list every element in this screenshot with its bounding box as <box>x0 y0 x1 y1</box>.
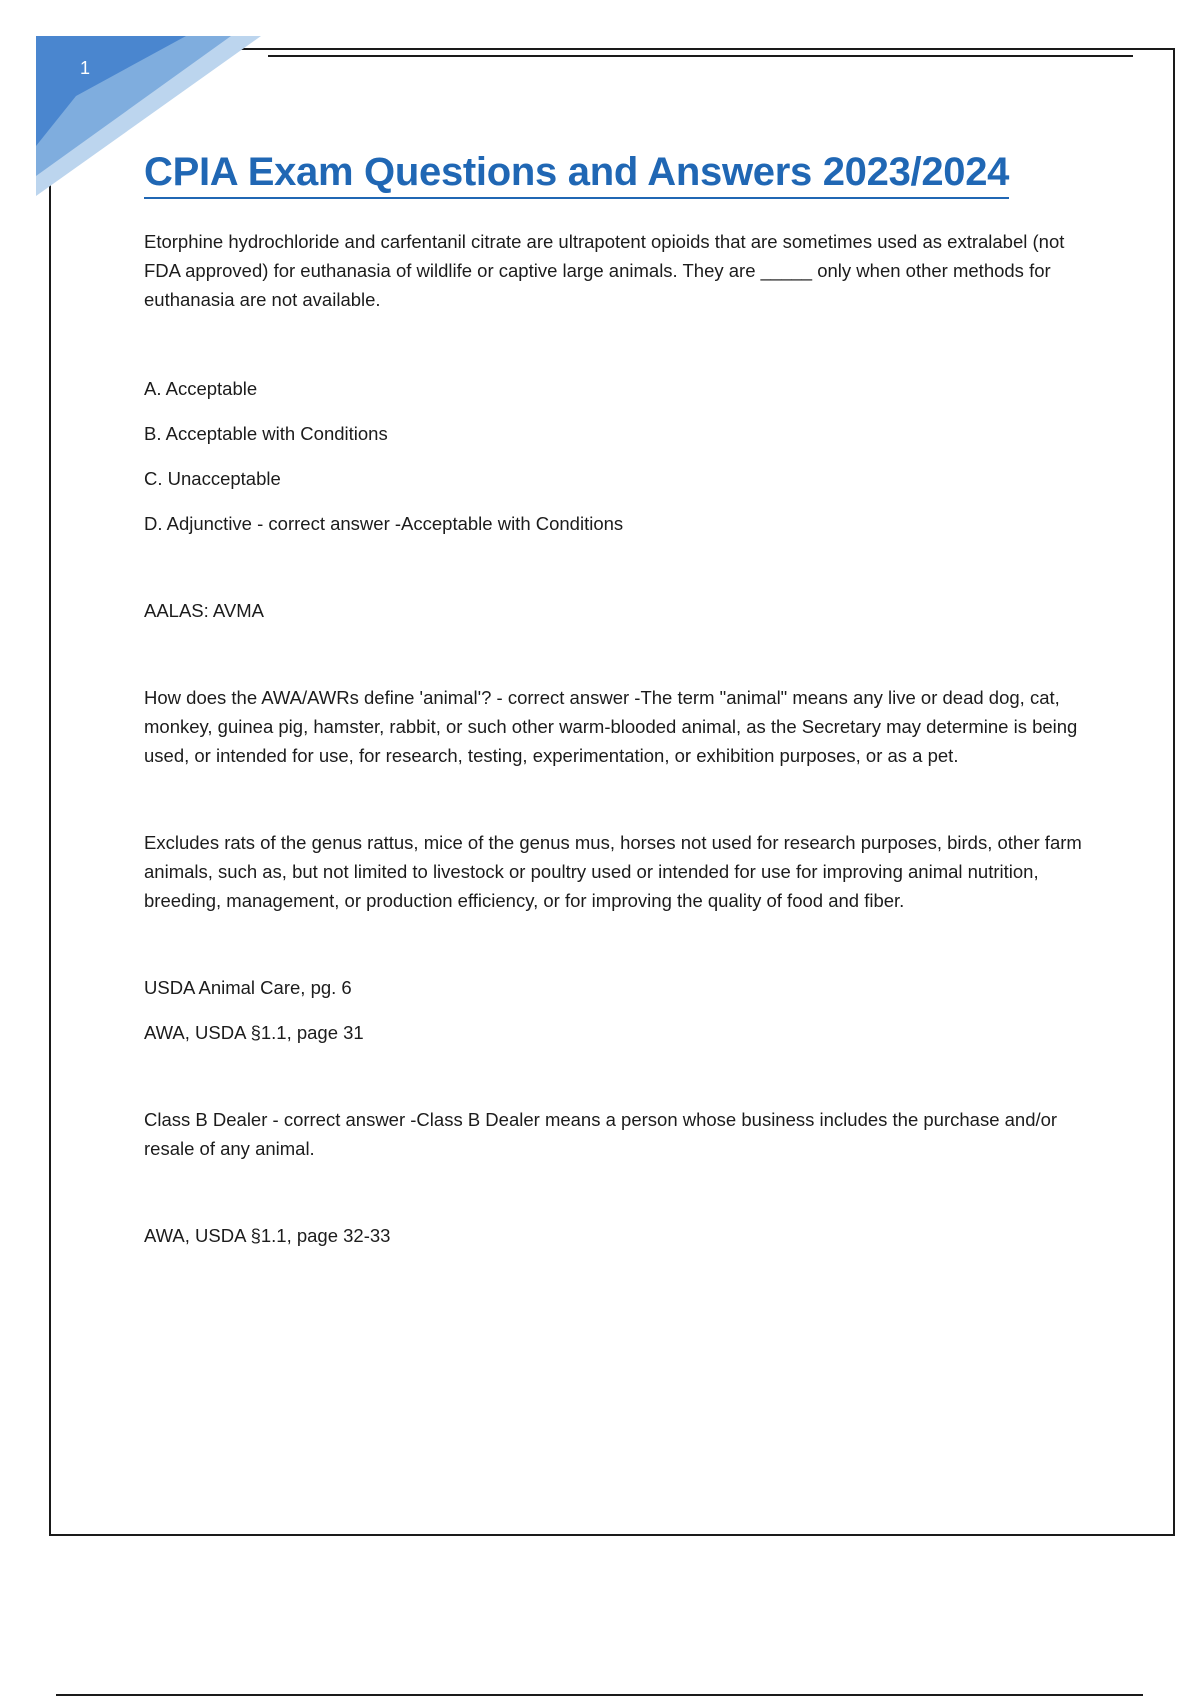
option-c: C. Unacceptable <box>144 468 281 489</box>
question-2-source-2: AWA, USDA §1.1, page 31 <box>144 1022 364 1043</box>
page-number: 1 <box>80 58 91 78</box>
question-1-options <box>144 374 1084 538</box>
question-2-source-1: USDA Animal Care, pg. 6 <box>144 977 352 998</box>
question-3-source: AWA, USDA §1.1, page 32-33 <box>144 1225 391 1246</box>
document-body <box>144 140 1084 1250</box>
option-d: D. Adjunctive - correct answer -Acceptable with Conditions <box>144 513 624 534</box>
question-2-excludes: Excludes rats of the genus rattus, mice of the genus mus, horses not used for research purposes, birds, other farm animals, such as, but not limited to livestock or poultry used or intended for use for improving animal nutrition, breeding, management, or production efficiency, or for improving the quality of food and fiber. <box>144 832 1082 911</box>
option-a: A. Acceptable <box>144 378 258 399</box>
header-rule <box>268 55 1133 57</box>
question-2-text: How does the AWA/AWRs define 'animal'? - correct answer -The term "animal" means any live or dead dog, cat, monkey, guinea pig, hamster, rabbit, or such other warm-blooded animal, as the Secretary may determine is being used, or intended for use, for research, testing, experimentation, or exhibition purposes, or as a pet. <box>144 687 1078 766</box>
question-3-text: Class B Dealer - correct answer -Class B Dealer means a person whose business includes the purchase and/or resale of any animal. <box>144 1109 1058 1159</box>
document-title: CPIA Exam Questions and Answers 2023/2024 <box>144 150 1009 199</box>
question-1-text: Etorphine hydrochloride and carfentanil citrate are ultrapotent opioids that are sometimes used as extralabel (not FDA approved) for euthanasia of wildlife or captive large animals. They are _____ only when other methods for euthanasia are not available. <box>144 231 1065 310</box>
footer-rule <box>56 1694 1143 1696</box>
option-b: B. Acceptable with Conditions <box>144 423 388 444</box>
question-1-source: AALAS: AVMA <box>144 600 264 621</box>
